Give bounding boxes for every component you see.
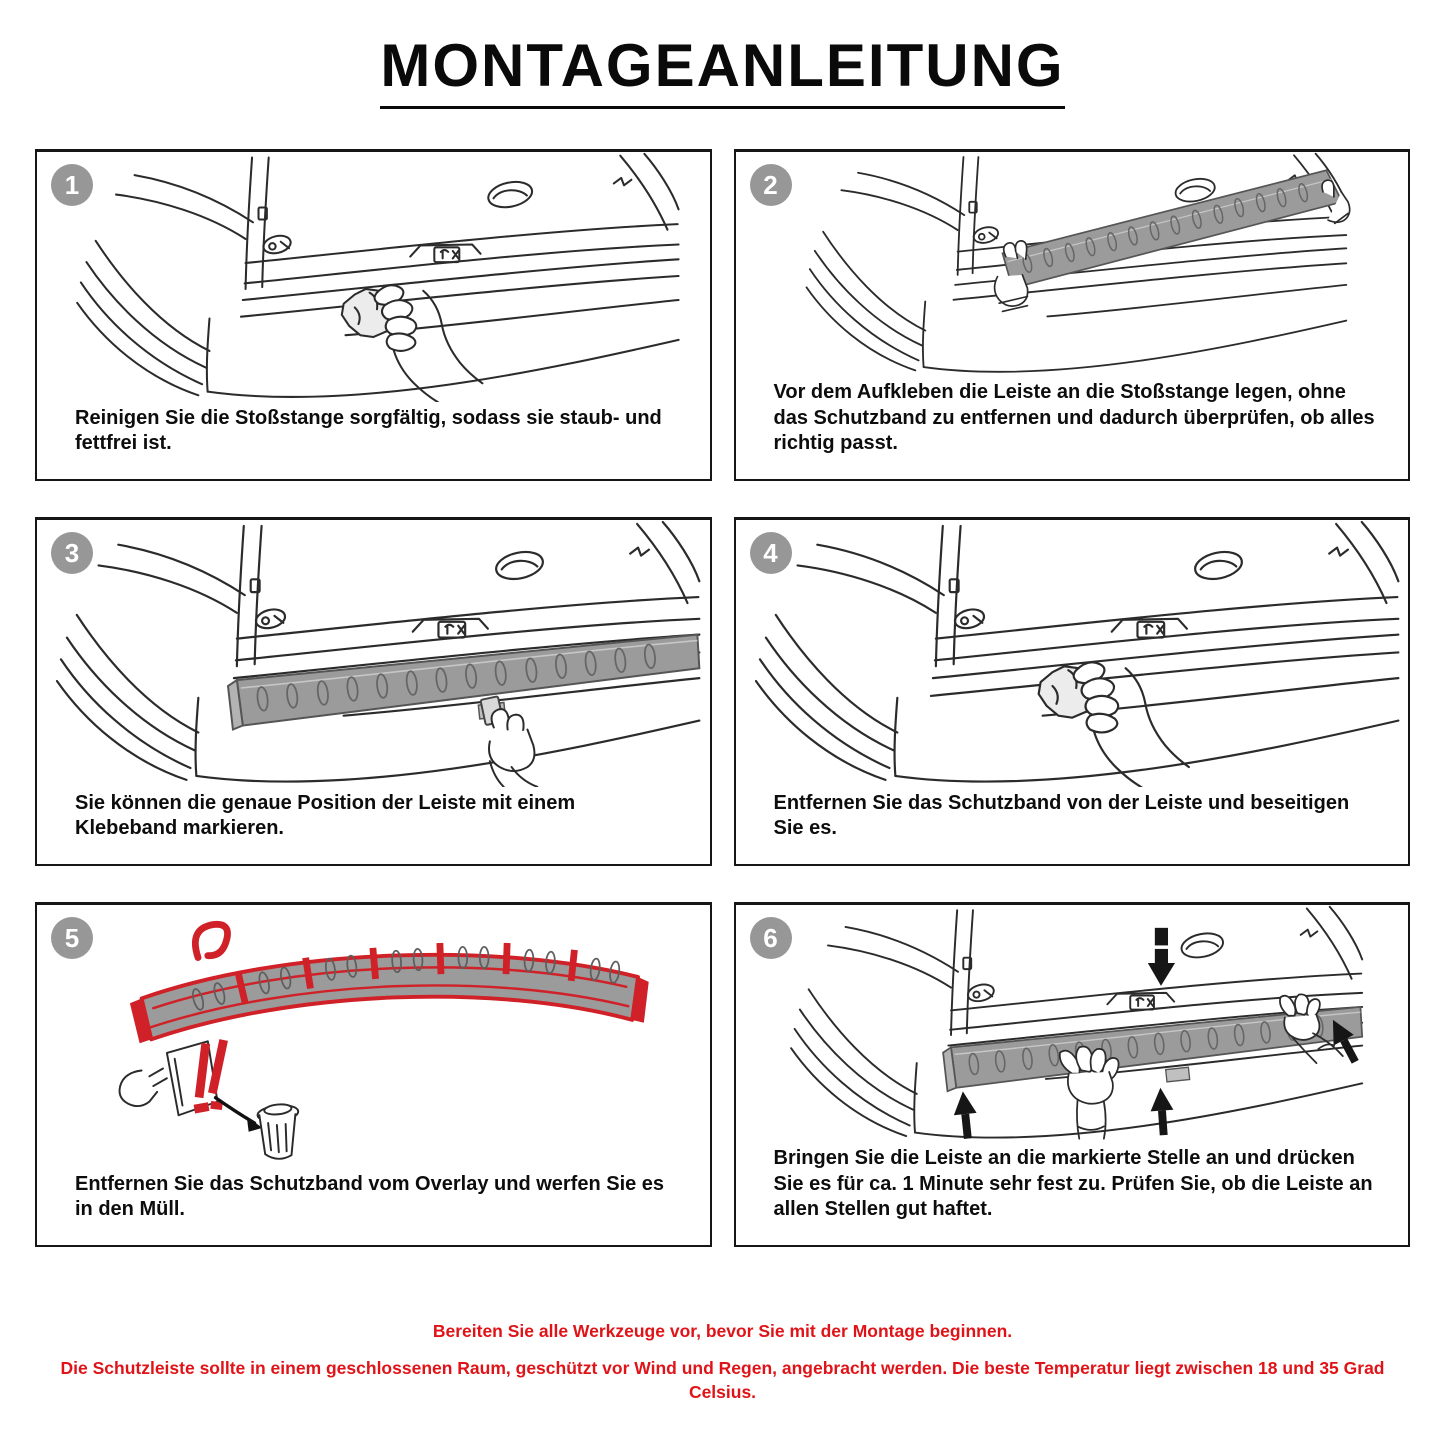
press-strip-illustration <box>736 905 1409 1142</box>
title-block <box>0 0 1445 109</box>
step-6-illustration <box>736 905 1409 1142</box>
strip-test-fit-illustration <box>736 152 1409 376</box>
step-caption: Entfernen Sie das Schutzband von der Leiste und beseitigen Sie es. <box>773 791 1350 840</box>
step-2-illustration <box>736 152 1409 376</box>
car-rear-line-art <box>77 154 678 397</box>
step-number-badge: 5 <box>51 917 93 959</box>
step-caption: Sie können die genaue Position der Leiste mit einem Klebeband markieren. <box>75 791 576 840</box>
pressing-hand-left-icon <box>1059 1046 1118 1138</box>
step-panel-1 <box>35 149 712 481</box>
hand-cloth-icon <box>1038 662 1188 787</box>
step-panel-4 <box>734 517 1411 866</box>
steps-grid <box>35 149 1410 1247</box>
step-panel-5 <box>35 902 712 1247</box>
step-caption: Reinigen Sie die Stoßstange sorgfältig, sodass sie staub- und fettfrei ist. <box>75 406 662 455</box>
protection-strip-held <box>1002 170 1342 288</box>
car-rear-line-art <box>756 522 1398 782</box>
page-title: MONTAGEANLEITUNG <box>380 36 1064 109</box>
press-up-arrow-icon <box>951 1090 979 1140</box>
press-up-arrow-icon <box>1149 1087 1175 1136</box>
step-1-illustration <box>37 152 710 402</box>
footer-note-environment: Die Schutzleiste sollte in einem geschlossenen Raum, geschützt vor Wind und Regen, angebracht werden. Die beste Temperatur liegt zwischen 18 und 35 Grad Celsius. <box>60 1358 1385 1402</box>
peel-liner-illustration <box>37 905 710 1168</box>
step-5-illustration <box>37 905 710 1168</box>
step-panel-2 <box>734 149 1411 481</box>
remove-tape-illustration <box>736 520 1409 787</box>
step-number-badge: 6 <box>750 917 792 959</box>
footer-notes <box>0 1321 1445 1404</box>
hand-cloth-icon <box>342 285 483 402</box>
left-hand-icon <box>994 241 1027 312</box>
step-caption: Bringen Sie die Leiste an die markierte Stelle an und drücken Sie es für ca. 1 Minute sehr fest zu. Prüfen Sie, ob die Leiste an allen Stellen gut haftet. <box>773 1147 1373 1221</box>
hand-with-tape-icon <box>480 696 537 787</box>
footer-note-tools: Bereiten Sie alle Werkzeuge vor, bevor Sie mit der Montage beginnen. <box>432 1321 1013 1341</box>
protection-strip-on-bumper <box>228 635 699 730</box>
step-caption: Entfernen Sie das Schutzband vom Overlay und werfen Sie es in den Müll. <box>75 1172 665 1221</box>
step-panel-3 <box>35 517 712 866</box>
step-number-badge: 1 <box>51 164 93 206</box>
car-bumper-cleaning-illustration <box>37 152 710 402</box>
trash-can-icon <box>257 1103 299 1159</box>
step-number-badge: 2 <box>750 164 792 206</box>
strip-position-marking-illustration <box>37 520 710 787</box>
overlay-strip-with-liner <box>130 924 649 1043</box>
step-number-badge: 3 <box>51 532 93 574</box>
press-down-arrow-icon <box>1147 928 1174 986</box>
step-4-illustration <box>736 520 1409 787</box>
step-3-illustration <box>37 520 710 787</box>
step-caption: Vor dem Aufkleben die Leiste an die Stoßstange legen, ohne das Schutzband zu entfernen und dadurch überprüfen, ob alles richtig passt. <box>773 381 1375 455</box>
discard-liner-scene <box>120 1039 299 1159</box>
peeling-liner-curl <box>195 924 227 957</box>
step-panel-6 <box>734 902 1411 1247</box>
step-number-badge: 4 <box>750 532 792 574</box>
